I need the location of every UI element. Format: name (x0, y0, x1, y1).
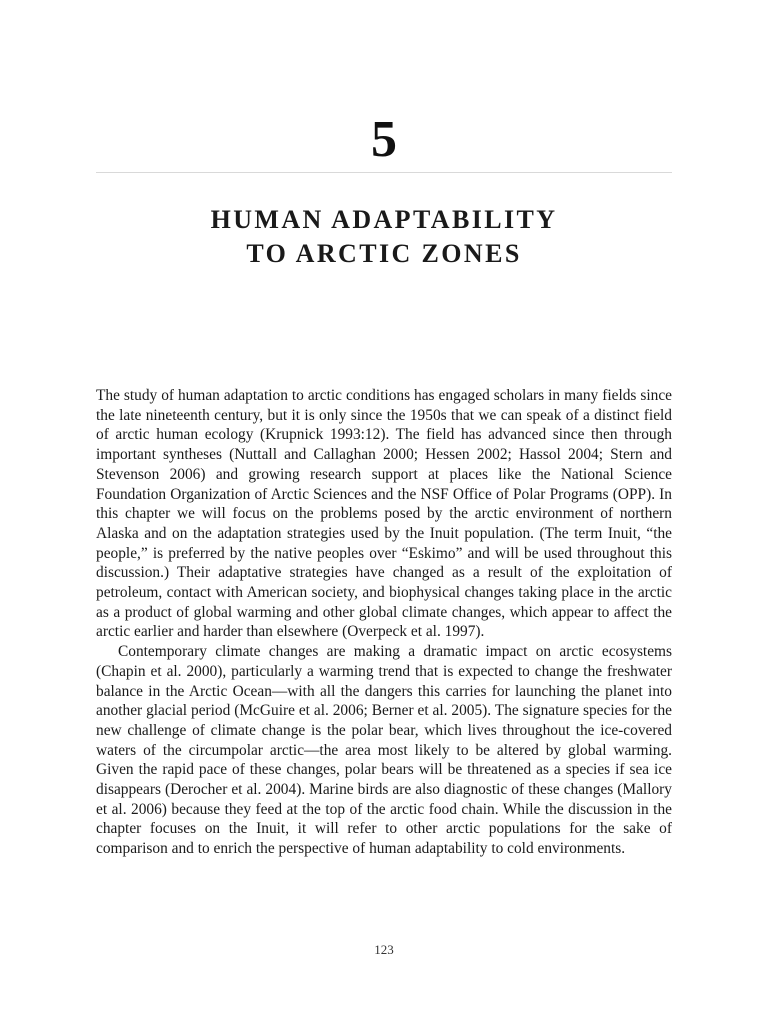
body-paragraph-2: Contemporary climate changes are making a dramatic impact on arctic ecosystems (Chapin et al. 2000), particularly a warming trend that is expected to change the freshwater balance in the Arctic Ocean—with all the dangers this carries for launching the planet into another glacial period (McGuire et al. 2006; Berner et al. 2005). The signature species for the new challenge of climate change is the polar bear, which lives throughout the ice-covered waters of the circumpolar arctic—the area most likely to be altered by global warming. Given the rapid pace of these changes, polar bears will be threatened as a species if sea ice disappears (Derocher et al. 2004). Marine birds are also diagnostic of these changes (Mallory et al. 2006) because they feed at the top of the arctic food chain. While the discussion in the chapter focuses on the Inuit, it will refer to other arctic populations for the sake of comparison and to enrich the perspective of human adaptability to cold environments. (96, 643, 672, 858)
chapter-number: 5 (371, 111, 397, 168)
chapter-divider (96, 172, 672, 173)
body-paragraph-1: The study of human adaptation to arctic conditions has engaged scholars in many fields since the late nineteenth century, but it is only since the 1950s that we can speak of a distinct field of arctic human ecology (Krupnick 1993:12). The field has advanced since then through important syntheses (Nuttall and Callaghan 2000; Hessen 2002; Hassol 2004; Stern and Stevenson 2006) and growing research support at places like the National Science Foundation Organization of Arctic Sciences and the NSF Office of Polar Programs (OPP). In this chapter we will focus on the problems posed by the arctic environment of northern Alaska and on the adaptation strategies used by the Inuit population. (The term Inuit, “the people,” is preferred by the native peoples over “Eskimo” and will be used throughout this discussion.) Their adaptative strategies have changed as a result of the exploitation of petroleum, contact with American society, and biophysical changes taking place in the arctic as a product of global warming and other global climate changes, which appear to affect the arctic earlier and harder than elsewhere (Overpeck et al. 1997). (96, 387, 672, 641)
chapter-title (96, 203, 672, 271)
page-number: 123 (374, 942, 394, 957)
chapter-title-line-2: TO ARCTIC ZONES (246, 239, 522, 268)
chapter-body (96, 386, 672, 859)
chapter-title-line-1: HUMAN ADAPTABILITY (210, 205, 558, 234)
